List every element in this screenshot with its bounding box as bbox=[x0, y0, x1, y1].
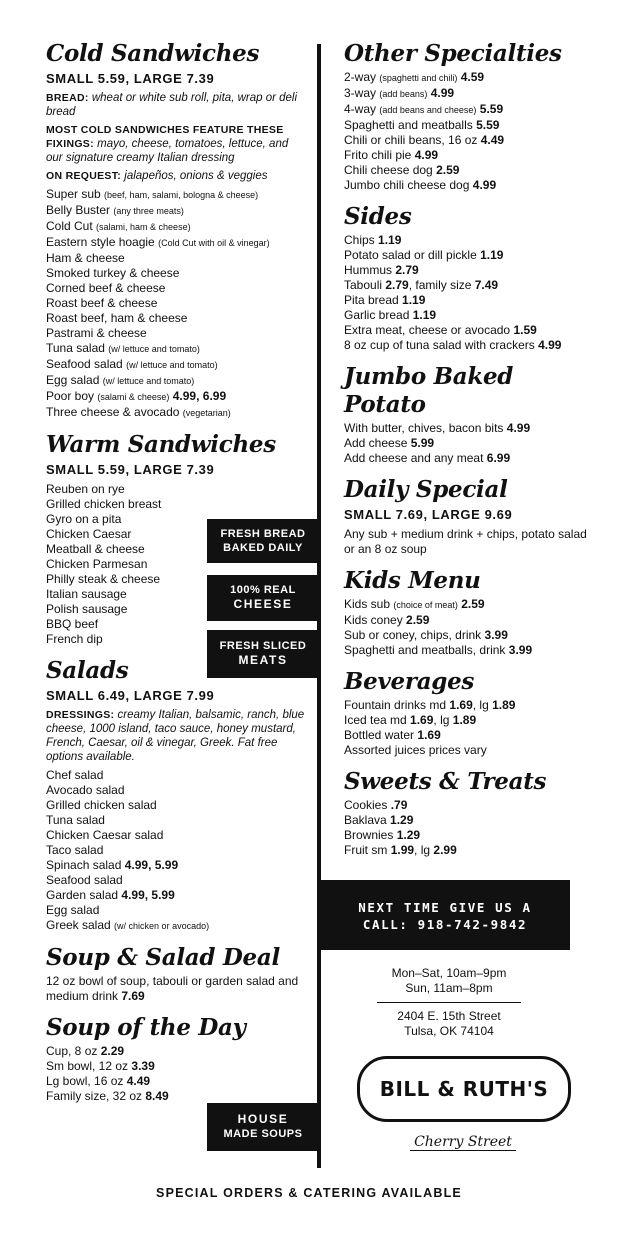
item-name: Garden salad bbox=[46, 888, 119, 902]
item-price: 4.59 bbox=[460, 70, 485, 84]
kids-item-list bbox=[344, 597, 594, 658]
fresh-meats-badge: FRESH SLICED MEATS bbox=[207, 630, 319, 678]
callout-line-1: NEXT TIME GIVE US A bbox=[358, 900, 532, 915]
menu-item bbox=[344, 613, 594, 628]
hours-weekday: Mon–Sat, 10am–9pm bbox=[391, 966, 507, 980]
item-price: 3.99 bbox=[484, 628, 508, 642]
request-note: ON REQUEST: jalapeños, onions & veggies bbox=[46, 170, 268, 182]
dressings-note: DRESSINGS: creamy Italian, balsamic, ranch, blue cheese, 1000 island, taco sauce, honey mustard, French, Caesar, oil & vinegar, Greek. Fat free options available. bbox=[46, 709, 305, 763]
menu-item: Baklava 1.29 bbox=[344, 813, 414, 827]
item-name: Kids coney bbox=[344, 613, 403, 627]
section-title: Daily Special bbox=[344, 476, 508, 503]
baked-potato-section bbox=[344, 363, 594, 466]
sides-section bbox=[344, 203, 594, 353]
house-soups-badge: HOUSE MADE SOUPS bbox=[207, 1103, 319, 1151]
item-name: Cup, 8 oz bbox=[46, 1044, 98, 1058]
item-price: 4.49 bbox=[480, 133, 505, 147]
item-note: (vegetarian) bbox=[182, 408, 231, 418]
item-name: Belly Buster bbox=[46, 203, 111, 217]
daily-special-section bbox=[344, 476, 594, 557]
section-price: SMALL 5.59, LARGE 7.39 bbox=[46, 462, 215, 477]
menu-item: BBQ beef bbox=[46, 617, 99, 631]
menu-item bbox=[46, 873, 308, 888]
menu-item bbox=[46, 326, 308, 341]
real-cheese-badge: 100% REAL CHEESE bbox=[207, 575, 319, 621]
item-name: Taco salad bbox=[46, 843, 104, 857]
phone-callout bbox=[320, 880, 570, 950]
menu-item: Iced tea md 1.69, lg 1.89 bbox=[344, 713, 477, 727]
kids-menu-section bbox=[344, 567, 594, 658]
item-price: 2.59 bbox=[436, 163, 460, 177]
item-price: 1.19 bbox=[412, 308, 437, 322]
section-title: Beverages bbox=[344, 668, 475, 695]
item-name: Roast beef, ham & cheese bbox=[46, 311, 188, 325]
right-column bbox=[344, 40, 594, 868]
menu-item: Brownies 1.29 bbox=[344, 828, 421, 842]
menu-item bbox=[344, 451, 594, 466]
item-price: 1.19 bbox=[378, 233, 402, 247]
menu-item bbox=[46, 357, 308, 373]
item-name: Egg salad bbox=[46, 903, 100, 917]
item-name: Avocado salad bbox=[46, 783, 125, 797]
hours-address bbox=[363, 966, 535, 1039]
item-name: Cold Cut bbox=[46, 219, 93, 233]
item-note: (w/ lettuce and tomato) bbox=[102, 376, 195, 386]
menu-item: Bottled water 1.69 bbox=[344, 728, 441, 742]
item-name: Garlic bread bbox=[344, 308, 410, 322]
menu-item bbox=[344, 263, 594, 278]
menu-item bbox=[46, 888, 308, 903]
item-price: 8.49 bbox=[145, 1089, 169, 1103]
menu-item bbox=[46, 1044, 308, 1059]
item-name: Chicken Caesar salad bbox=[46, 828, 164, 842]
item-price: 4.99 bbox=[538, 338, 562, 352]
menu-item: Chicken Parmesan bbox=[46, 557, 148, 571]
item-name: Chips bbox=[344, 233, 375, 247]
menu-item bbox=[46, 768, 308, 783]
item-name: 2-way bbox=[344, 70, 377, 84]
item-name: Chili or chili beans, 16 oz bbox=[344, 133, 478, 147]
menu-item bbox=[46, 1074, 308, 1089]
item-name: 4-way bbox=[344, 102, 377, 116]
item-price: 2.59 bbox=[461, 597, 485, 611]
hours-sunday: Sun, 11am–8pm bbox=[405, 981, 493, 995]
item-name: Pita bread bbox=[344, 293, 399, 307]
item-price: 4.99, 5.99 bbox=[121, 888, 175, 902]
potato-item-list bbox=[344, 421, 594, 466]
item-price: 4.99, 6.99 bbox=[172, 389, 227, 403]
item-price: 4.99 bbox=[414, 148, 439, 162]
menu-item: Italian sausage bbox=[46, 587, 127, 601]
daily-description: Any sub + medium drink + chips, potato salad or an 8 oz soup bbox=[344, 527, 587, 556]
menu-item bbox=[46, 783, 308, 798]
item-price: 2.29 bbox=[100, 1044, 125, 1058]
item-name: Grilled chicken salad bbox=[46, 798, 157, 812]
item-name: Roast beef & cheese bbox=[46, 296, 158, 310]
item-price: 4.49 bbox=[126, 1074, 151, 1088]
item-name: Poor boy bbox=[46, 389, 95, 403]
item-price: 3.39 bbox=[131, 1059, 155, 1073]
section-title: Cold Sandwiches bbox=[46, 40, 260, 67]
item-name: Potato salad or dill pickle bbox=[344, 248, 477, 262]
menu-item bbox=[344, 308, 594, 323]
item-price: 6.99 bbox=[486, 451, 511, 465]
item-name: Super sub bbox=[46, 187, 101, 201]
item-extra: , family size bbox=[408, 278, 475, 292]
menu-item: Meatball & cheese bbox=[46, 542, 145, 556]
cold-item-list bbox=[46, 187, 308, 421]
catering-footer: SPECIAL ORDERS & CATERING AVAILABLE bbox=[156, 1186, 462, 1200]
soup-item-list bbox=[46, 1044, 308, 1104]
address-city: Tulsa, OK 74104 bbox=[404, 1024, 494, 1038]
menu-item: French dip bbox=[46, 632, 103, 646]
fresh-bread-badge: FRESH BREAD BAKED DAILY bbox=[207, 519, 319, 563]
section-title: Soup & Salad Deal bbox=[46, 944, 280, 971]
menu-item bbox=[344, 233, 594, 248]
item-price: 2.79 bbox=[395, 263, 419, 277]
item-name: Tabouli bbox=[344, 278, 383, 292]
item-price: 1.19 bbox=[402, 293, 426, 307]
fixings-note: MOST COLD SANDWICHES FEATURE THESE FIXINGS: mayo, cheese, tomatoes, lettuce, and our signature creamy Italian dressing bbox=[46, 124, 289, 164]
menu-item bbox=[46, 373, 308, 389]
cold-sandwiches-section bbox=[46, 40, 308, 421]
item-note: (salami, ham & cheese) bbox=[96, 222, 191, 232]
item-name: Ham & cheese bbox=[46, 251, 125, 265]
item-name: Seafood salad bbox=[46, 357, 123, 371]
salad-item-list bbox=[46, 768, 308, 934]
item-note: (any three meats) bbox=[113, 206, 184, 216]
menu-item bbox=[46, 843, 308, 858]
item-name: Egg salad bbox=[46, 373, 100, 387]
item-note: (beef, ham, salami, bologna & cheese) bbox=[104, 190, 259, 200]
menu-item bbox=[46, 1059, 308, 1074]
menu-item bbox=[344, 421, 594, 436]
item-note: (w/ chicken or avocado) bbox=[114, 921, 210, 931]
item-name: Hummus bbox=[344, 263, 393, 277]
menu-item bbox=[344, 102, 594, 118]
menu-item bbox=[46, 858, 308, 873]
item-name: Jumbo chili cheese dog bbox=[344, 178, 470, 192]
item-price: 3.99 bbox=[508, 643, 533, 657]
menu-item bbox=[344, 628, 594, 643]
item-name: With butter, chives, bacon bits bbox=[344, 421, 504, 435]
item-name: Smoked turkey & cheese bbox=[46, 266, 180, 280]
menu-item: Chicken Caesar bbox=[46, 527, 132, 541]
item-name: Pastrami & cheese bbox=[46, 326, 147, 340]
menu-item bbox=[344, 338, 594, 353]
deal-description: 12 oz bowl of soup, tabouli or garden salad and medium drink 7.69 bbox=[46, 974, 299, 1003]
item-name: Frito chili pie bbox=[344, 148, 412, 162]
menu-item bbox=[344, 86, 594, 102]
item-price: 4.99 bbox=[506, 421, 531, 435]
menu-item: Fruit sm 1.99, lg 2.99 bbox=[344, 843, 457, 857]
item-price: 7.49 bbox=[474, 278, 499, 292]
item-name: Chili cheese dog bbox=[344, 163, 433, 177]
menu-item bbox=[344, 278, 594, 293]
salads-section bbox=[46, 657, 308, 934]
section-title: Sides bbox=[344, 203, 412, 230]
info-divider bbox=[377, 1002, 521, 1003]
menu-item: Reuben on rye bbox=[46, 482, 125, 496]
menu-item bbox=[46, 405, 308, 421]
menu-item bbox=[46, 235, 308, 251]
item-note: (spaghetti and chili) bbox=[379, 73, 458, 83]
item-price: 2.59 bbox=[406, 613, 430, 627]
item-name: Seafood salad bbox=[46, 873, 123, 887]
menu-item: Cookies .79 bbox=[344, 798, 408, 812]
logo-subtitle: Cherry Street bbox=[357, 1134, 569, 1150]
menu-item bbox=[344, 293, 594, 308]
item-name: Chef salad bbox=[46, 768, 104, 782]
item-name: Extra meat, cheese or avocado bbox=[344, 323, 511, 337]
item-price: 2.79 bbox=[385, 278, 409, 292]
item-name: Kids sub bbox=[344, 597, 391, 611]
menu-item bbox=[46, 798, 308, 813]
menu-item bbox=[46, 1089, 308, 1104]
soup-salad-deal-section bbox=[46, 944, 308, 1004]
item-name: Lg bowl, 16 oz bbox=[46, 1074, 124, 1088]
restaurant-logo bbox=[357, 1056, 569, 1168]
section-title: Warm Sandwiches bbox=[46, 431, 276, 458]
menu-item bbox=[344, 133, 594, 148]
item-price: 5.99 bbox=[410, 436, 435, 450]
menu-item bbox=[344, 163, 594, 178]
menu-item: Fountain drinks md 1.69, lg 1.89 bbox=[344, 698, 516, 712]
item-name: Corned beef & cheese bbox=[46, 281, 166, 295]
other-item-list bbox=[344, 70, 594, 193]
menu-item bbox=[46, 341, 308, 357]
beverages-section bbox=[344, 668, 594, 758]
section-price: SMALL 5.59, LARGE 7.39 bbox=[46, 71, 215, 86]
menu-item: Philly steak & cheese bbox=[46, 572, 161, 586]
menu-item: Grilled chicken breast bbox=[46, 497, 162, 511]
item-name: Family size, 32 oz bbox=[46, 1089, 143, 1103]
warm-item-list bbox=[46, 482, 308, 647]
menu-item bbox=[344, 643, 594, 658]
item-price: 5.59 bbox=[479, 102, 504, 116]
item-name: Three cheese & avocado bbox=[46, 405, 180, 419]
item-note: (add beans and cheese) bbox=[379, 105, 477, 115]
section-title: Salads bbox=[46, 657, 129, 684]
menu-item bbox=[344, 70, 594, 86]
menu-item: Gyro on a pita bbox=[46, 512, 122, 526]
item-note: (add beans) bbox=[379, 89, 428, 99]
section-title: Kids Menu bbox=[344, 567, 481, 594]
logo-sub-shape bbox=[357, 1056, 571, 1122]
item-name: Spinach salad bbox=[46, 858, 122, 872]
menu-item: Assorted juices prices vary bbox=[344, 743, 487, 757]
address-street: 2404 E. 15th Street bbox=[397, 1009, 501, 1023]
menu-item bbox=[46, 828, 308, 843]
item-price: 1.59 bbox=[513, 323, 537, 337]
menu-item bbox=[46, 903, 308, 918]
item-name: Tuna salad bbox=[46, 341, 105, 355]
item-name: Tuna salad bbox=[46, 813, 105, 827]
menu-item bbox=[46, 813, 308, 828]
section-title: Jumbo Baked Potato bbox=[344, 363, 514, 418]
sweets-section bbox=[344, 768, 594, 858]
menu-item bbox=[46, 281, 308, 296]
section-price: SMALL 7.69, LARGE 9.69 bbox=[344, 507, 513, 522]
callout-line-2: CALL: 918-742-9842 bbox=[362, 917, 528, 932]
section-title: Sweets & Treats bbox=[344, 768, 547, 795]
menu-item bbox=[46, 187, 308, 203]
item-name: Add cheese and any meat bbox=[344, 451, 484, 465]
item-price: 5.59 bbox=[476, 118, 500, 132]
menu-item bbox=[46, 219, 308, 235]
menu-item bbox=[344, 323, 594, 338]
menu-item bbox=[46, 203, 308, 219]
other-specialties-section bbox=[344, 40, 594, 193]
menu-item bbox=[344, 436, 594, 451]
menu-item bbox=[46, 311, 308, 326]
item-name: Sub or coney, chips, drink bbox=[344, 628, 482, 642]
menu-item bbox=[46, 389, 308, 405]
soup-of-day-section bbox=[46, 1014, 308, 1104]
menu-item bbox=[46, 296, 308, 311]
menu-item bbox=[344, 118, 594, 133]
item-name: Spaghetti and meatballs, drink bbox=[344, 643, 506, 657]
menu-item bbox=[46, 266, 308, 281]
item-price: 4.99 bbox=[430, 86, 455, 100]
section-price: SMALL 6.49, LARGE 7.99 bbox=[46, 688, 215, 703]
item-price: 4.99 bbox=[472, 178, 497, 192]
section-title: Other Specialties bbox=[344, 40, 562, 67]
bread-note: BREAD: wheat or white sub roll, pita, wrap or deli bread bbox=[46, 92, 298, 118]
item-note: (salami & cheese) bbox=[97, 392, 170, 402]
menu-item bbox=[344, 178, 594, 193]
item-name: 3-way bbox=[344, 86, 377, 100]
menu-item bbox=[344, 248, 594, 263]
item-name: Greek salad bbox=[46, 918, 111, 932]
menu-item bbox=[344, 148, 594, 163]
item-name: 8 oz cup of tuna salad with crackers bbox=[344, 338, 535, 352]
menu-item bbox=[46, 918, 308, 934]
section-title: Soup of the Day bbox=[46, 1014, 246, 1041]
logo-name: BILL & RUTH'S bbox=[379, 1077, 549, 1101]
item-note: (choice of meat) bbox=[393, 600, 458, 610]
item-note: (Cold Cut with oil & vinegar) bbox=[158, 238, 270, 248]
menu-item bbox=[344, 597, 594, 613]
item-price: 4.99, 5.99 bbox=[124, 858, 179, 872]
item-name: Eastern style hoagie bbox=[46, 235, 155, 249]
item-name: Sm bowl, 12 oz bbox=[46, 1059, 129, 1073]
item-name: Add cheese bbox=[344, 436, 408, 450]
item-price: 1.19 bbox=[480, 248, 504, 262]
item-note: (w/ lettuce and tomato) bbox=[126, 360, 218, 370]
item-note: (w/ lettuce and tomato) bbox=[108, 344, 200, 354]
item-name: Spaghetti and meatballs bbox=[344, 118, 473, 132]
menu-item bbox=[46, 251, 308, 266]
sides-item-list bbox=[344, 233, 594, 353]
menu-item: Polish sausage bbox=[46, 602, 128, 616]
